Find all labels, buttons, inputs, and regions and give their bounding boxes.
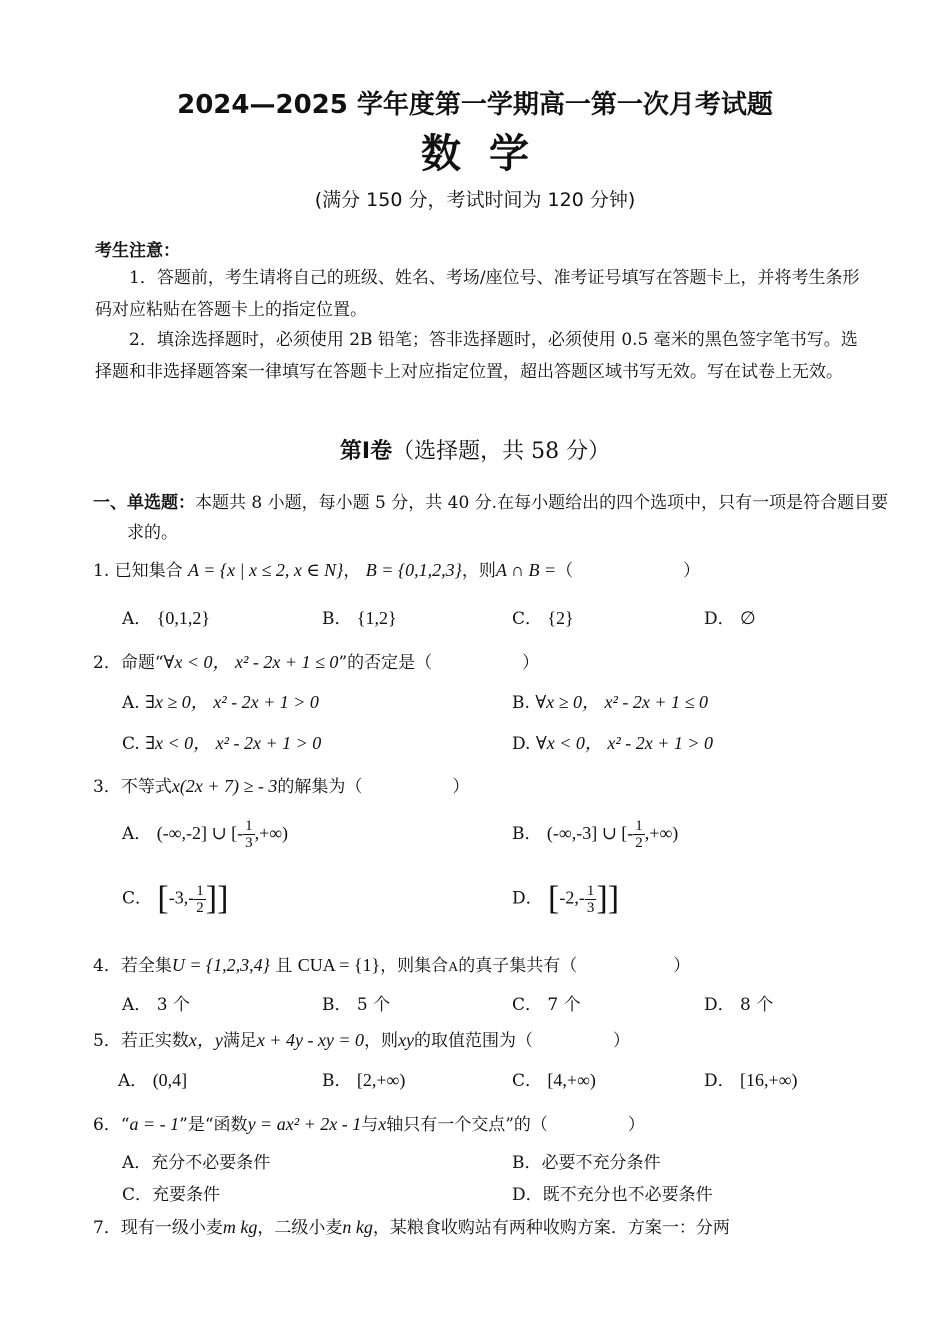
option-d: D． [-2,- $\frac{1}{3}$ ]] xyxy=(512,880,620,917)
fraction-den: 3 xyxy=(245,835,253,851)
option-d xyxy=(704,604,756,629)
notes-heading: 考生注意： xyxy=(95,241,180,261)
answer-paren: ） xyxy=(452,777,470,797)
option-text: ∃x < 0， x² - 2x + 1 > 0 xyxy=(145,733,322,753)
fraction-den: 3 xyxy=(586,899,595,916)
option-text: 7 个 xyxy=(547,995,581,1015)
interval-right: ,+∞) xyxy=(644,823,679,843)
answer-paren: （ xyxy=(556,561,574,581)
question-text: 现有一级小麦 xyxy=(120,1218,223,1238)
option-d xyxy=(704,1066,798,1091)
question-4 xyxy=(93,951,690,976)
question-7 xyxy=(93,1213,730,1238)
option-text: 3 个 xyxy=(156,995,190,1015)
answer-paren: ） xyxy=(673,956,691,976)
option-label: B． xyxy=(322,609,352,629)
note-item: 1．答题前，考生请将自己的班级、姓名、考场/座位号、准考证号填写在答题卡上，并将考生条形码对应粘贴在答题卡上的指定位置。 xyxy=(95,268,860,320)
fraction xyxy=(633,818,645,851)
question-text: “ xyxy=(120,1115,130,1135)
answer-paren: ） xyxy=(613,1031,631,1051)
option-d xyxy=(512,1180,713,1205)
option-label: A． xyxy=(122,609,152,629)
section-roman: 第Ⅰ卷 xyxy=(339,439,393,464)
option-label: A． xyxy=(122,824,152,844)
math-set-b: B = {0,1,2,3} xyxy=(365,560,462,580)
option-label: C． xyxy=(512,609,543,629)
option-c xyxy=(512,1066,596,1091)
question-text: ，则 xyxy=(364,1031,399,1051)
question-text: ，某粮食收购站有两种收购方案．方案一：分两 xyxy=(372,1218,730,1238)
option-b xyxy=(512,818,678,851)
option-c xyxy=(122,729,321,755)
option-b xyxy=(512,688,708,714)
question-text: 已知集合 xyxy=(114,561,183,581)
fraction xyxy=(243,818,255,851)
question-number: 7． xyxy=(93,1218,121,1238)
option-label: D． xyxy=(512,1185,543,1205)
question-text: ”是“函数 xyxy=(179,1115,248,1135)
option-c xyxy=(512,604,574,629)
question-number: 6． xyxy=(93,1115,121,1135)
option-a xyxy=(122,818,288,851)
option-text: {1,2} xyxy=(356,608,397,628)
option-a xyxy=(118,1066,187,1091)
math-set-a: A = {x | x ≤ 2, x ∈ N} xyxy=(188,560,344,580)
option-b xyxy=(322,990,390,1015)
math-set-u: U = {1,2,3,4} xyxy=(171,955,270,975)
option-label: D． xyxy=(704,1071,735,1091)
option-text: ∀x < 0， x² - 2x + 1 > 0 xyxy=(535,733,714,753)
answer-paren: ） xyxy=(522,653,540,673)
part-desc: 本题共 8 小题，每小题 5 分，共 40 分.在每小题给出的四个选项中，只有一项是符合题目要求的。 xyxy=(127,493,889,543)
option-b xyxy=(512,1148,661,1173)
option-text: ∃x ≥ 0， x² - 2x + 1 > 0 xyxy=(145,692,319,712)
option-text: ∀x ≥ 0， x² - 2x + 1 ≤ 0 xyxy=(535,692,708,712)
option-text: 必要不充分条件 xyxy=(541,1153,661,1173)
option-c xyxy=(512,990,581,1015)
math-vars: x，y xyxy=(188,1030,223,1050)
math-set-name: A xyxy=(448,960,459,975)
option-a xyxy=(122,990,190,1015)
question-text: ，则集合 xyxy=(380,956,449,976)
option-text: ∅ xyxy=(740,608,756,628)
fraction xyxy=(585,883,597,916)
math-condition: a = - 1 xyxy=(129,1114,180,1134)
note-item: 2．填涂选择题时，必须使用 2B 铅笔；答非选择题时，必须使用 0.5 毫米的黑色签字笔书写。选择题和非选择题答案一律填写在答题卡上对应指定位置，超出答题区域书写无效。写在试卷上无效。 xyxy=(95,330,858,382)
answer-paren: ） xyxy=(683,561,701,581)
option-text: {2} xyxy=(547,608,574,628)
section-title xyxy=(0,434,950,465)
question-text: ，则 xyxy=(461,561,496,581)
math-inequality: x(2x + 7) ≥ - 3 xyxy=(171,776,278,796)
fraction xyxy=(194,883,206,916)
question-number: 3． xyxy=(93,777,121,797)
option-label: C． xyxy=(122,888,153,909)
option-label: B． xyxy=(322,995,352,1015)
question-number: 2． xyxy=(93,653,121,673)
question-6 xyxy=(93,1110,645,1135)
question-5 xyxy=(93,1026,630,1052)
fraction-num: 1 xyxy=(586,882,595,899)
option-d xyxy=(512,729,713,755)
option-label: D． xyxy=(704,609,735,629)
option-b xyxy=(322,1066,405,1091)
option-d xyxy=(704,990,773,1015)
question-number: 5． xyxy=(93,1031,121,1051)
option-label: D． xyxy=(704,995,735,1015)
answer-paren: ） xyxy=(627,1115,645,1135)
question-text: 若正实数 xyxy=(120,1031,189,1051)
fraction-den: 2 xyxy=(196,899,204,916)
question-text: ， xyxy=(343,561,361,581)
option-label: C． xyxy=(512,995,543,1015)
option-label: A． xyxy=(122,995,152,1015)
option-label: A. xyxy=(122,693,140,713)
interval-left: (-∞,-3] ∪ [- xyxy=(546,823,634,843)
interval-left: -2,- xyxy=(559,887,585,908)
question-text: ”的否定是（ xyxy=(338,653,433,673)
question-text: 不等式 xyxy=(120,777,172,797)
option-text: [4,+∞) xyxy=(547,1070,596,1090)
option-text: [16,+∞) xyxy=(740,1070,798,1090)
part-instructions xyxy=(93,488,899,548)
math-quantity: m kg xyxy=(222,1217,258,1237)
question-text: 与 xyxy=(361,1115,379,1135)
option-text: [2,+∞) xyxy=(356,1070,406,1090)
option-b xyxy=(322,604,397,629)
part-heading: 一、单选题： xyxy=(93,493,195,513)
option-label: A． xyxy=(118,1071,148,1091)
option-label: C． xyxy=(122,1185,153,1205)
exam-title: 2024—2025 学年度第一学期高一第一次月考试题 xyxy=(177,90,773,120)
question-text: 若全集 xyxy=(120,956,172,976)
option-label: B． xyxy=(512,824,542,844)
question-3 xyxy=(93,772,469,797)
question-text: 且 xyxy=(275,956,293,976)
option-label: D． xyxy=(512,888,543,909)
option-text: (0,4] xyxy=(152,1070,188,1090)
option-label: B. xyxy=(512,693,530,713)
option-text: 5 个 xyxy=(356,995,391,1015)
option-a xyxy=(122,688,319,714)
question-text: 命题“ xyxy=(120,653,164,673)
fraction-den: 2 xyxy=(635,835,643,851)
option-label: B． xyxy=(512,1153,542,1173)
option-text: 充要条件 xyxy=(152,1185,221,1205)
fraction-num: 1 xyxy=(245,818,253,834)
option-a xyxy=(122,1148,270,1173)
question-number: 4． xyxy=(93,956,121,976)
option-text: 8 个 xyxy=(740,995,774,1015)
fraction-num: 1 xyxy=(196,882,204,899)
exam-meta: (满分 150 分，考试时间为 120 分钟) xyxy=(314,189,636,211)
subject-title: 数学 xyxy=(421,130,557,177)
interval-left: -3,- xyxy=(168,887,195,908)
question-text: 的取值范围为（ xyxy=(414,1031,534,1051)
math-function: y = ax² + 2x - 1 xyxy=(247,1114,362,1134)
math-statement: ∀x < 0， x² - 2x + 1 ≤ 0 xyxy=(163,652,339,672)
math-complement: CUA = {1} xyxy=(297,955,381,975)
interval-left: (-∞,-2] ∪ [- xyxy=(156,823,244,843)
option-text: {0,1,2} xyxy=(156,608,210,628)
fraction-num: 1 xyxy=(635,818,643,834)
question-text: 满足 xyxy=(222,1031,257,1051)
option-label: D. xyxy=(512,734,531,754)
option-a xyxy=(122,604,210,629)
option-text: 充分不必要条件 xyxy=(151,1153,271,1173)
interval-right: ,+∞) xyxy=(254,823,289,843)
option-text: 既不充分也不必要条件 xyxy=(542,1185,713,1205)
math-expression: A ∩ B = xyxy=(495,560,557,580)
math-product: xy xyxy=(398,1030,415,1050)
section-desc: （选择题，共 58 分） xyxy=(392,439,611,464)
option-label: C． xyxy=(512,1071,543,1091)
option-c: C． [-3,- $\frac{1}{2}$ ]] xyxy=(122,880,229,917)
option-c xyxy=(122,1180,220,1205)
question-1 xyxy=(93,556,700,581)
math-axis: x xyxy=(378,1114,387,1134)
math-equation: x + 4y - xy = 0 xyxy=(256,1030,365,1050)
question-text: ，二级小麦 xyxy=(257,1218,343,1238)
question-text: 的真子集共有（ xyxy=(458,956,578,976)
question-text: 的解集为（ xyxy=(277,777,363,797)
question-number: 1. xyxy=(93,561,110,581)
option-label: B． xyxy=(322,1071,352,1091)
question-text: 轴只有一个交点”的（ xyxy=(386,1115,548,1135)
question-2 xyxy=(93,648,539,674)
math-quantity: n kg xyxy=(342,1217,373,1237)
option-label: A． xyxy=(122,1153,152,1173)
option-label: C. xyxy=(122,734,140,754)
